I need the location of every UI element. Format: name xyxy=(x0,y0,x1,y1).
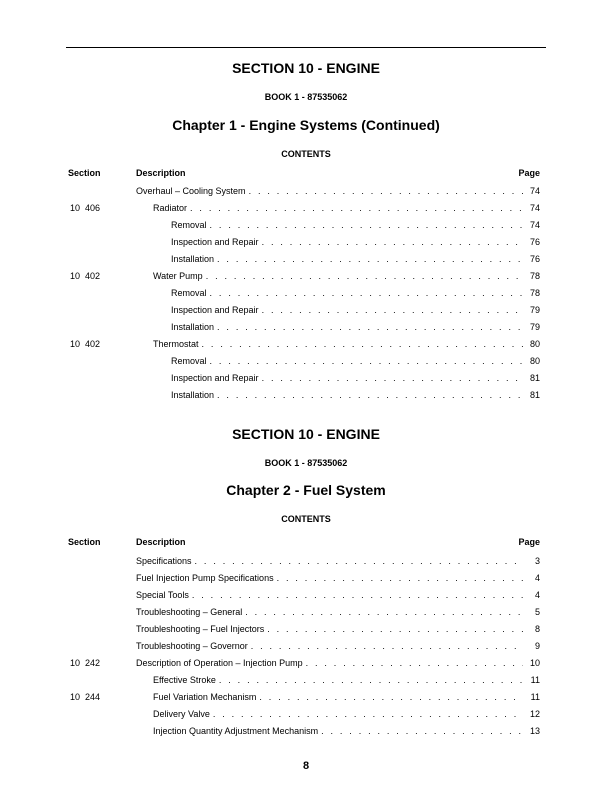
toc-row xyxy=(68,657,540,674)
toc-entry xyxy=(153,338,540,350)
book-number: BOOK 1 - 87535062 xyxy=(264,92,348,102)
top-rule xyxy=(66,47,546,48)
dot-leader xyxy=(249,185,523,197)
toc-entry-title: Fuel Injection Pump Specifications xyxy=(136,573,274,583)
toc-entry-page: 3 xyxy=(534,556,540,566)
toc-entry xyxy=(136,185,540,197)
dot-leader xyxy=(213,708,523,720)
toc-row xyxy=(68,606,540,623)
header-page: Page xyxy=(518,168,540,178)
toc-entry xyxy=(171,355,540,367)
toc-entry-page: 74 xyxy=(529,203,540,213)
toc-entry-page: 11 xyxy=(530,675,540,685)
toc-entry-title: Radiator xyxy=(153,203,188,213)
toc-entry xyxy=(171,304,540,316)
header-description: Description xyxy=(136,537,186,547)
header-section: Section xyxy=(68,537,101,547)
toc-row xyxy=(68,321,540,338)
toc-entry-page: 74 xyxy=(529,186,540,196)
toc-entry-title: Inspection and Repair xyxy=(171,237,259,247)
toc-row xyxy=(68,674,540,691)
toc-entry xyxy=(153,725,540,737)
toc-entry-title: Thermostat xyxy=(153,339,199,349)
toc-row xyxy=(68,287,540,304)
toc-entry xyxy=(153,202,540,214)
toc-entry-page: 8 xyxy=(534,624,540,634)
toc-entry-title: Installation xyxy=(171,390,215,400)
dot-leader xyxy=(321,725,523,737)
toc-section-code: 10 406 xyxy=(70,203,101,213)
section-title: SECTION 10 - ENGINE xyxy=(232,426,380,442)
toc-entry-page: 80 xyxy=(529,356,540,366)
toc-row xyxy=(68,572,540,589)
toc-entry-page: 79 xyxy=(529,322,540,332)
toc-row xyxy=(68,236,540,253)
toc-entry-title: Description of Operation – Injection Pump xyxy=(136,658,303,668)
toc-entry-page: 79 xyxy=(529,305,540,315)
dot-leader xyxy=(190,202,523,214)
toc-row xyxy=(68,219,540,236)
toc-entry xyxy=(171,372,540,384)
toc-list-chapter-1 xyxy=(68,185,540,406)
chapter-title: Chapter 1 - Engine Systems (Continued) xyxy=(172,117,440,133)
toc-entry-title: Specifications xyxy=(136,556,192,566)
toc-entry xyxy=(136,640,540,652)
toc-entry xyxy=(171,287,540,299)
toc-entry-title: Overhaul – Cooling System xyxy=(136,186,246,196)
dot-leader xyxy=(210,287,523,299)
toc-entry-page: 10 xyxy=(529,658,540,668)
dot-leader xyxy=(259,691,523,703)
toc-row xyxy=(68,355,540,372)
toc-row xyxy=(68,589,540,606)
toc-header xyxy=(68,537,540,549)
toc-entry-title: Special Tools xyxy=(136,590,189,600)
toc-entry-page: 11 xyxy=(530,692,540,702)
dot-leader xyxy=(217,321,523,333)
header-section: Section xyxy=(68,168,101,178)
toc-entry-title: Effective Stroke xyxy=(153,675,216,685)
toc-entry-title: Troubleshooting – Fuel Injectors xyxy=(136,624,265,634)
toc-section-code: 10 244 xyxy=(70,692,101,702)
contents-heading: CONTENTS xyxy=(281,514,331,524)
toc-entry xyxy=(153,674,540,686)
dot-leader xyxy=(262,372,523,384)
toc-row xyxy=(68,202,540,219)
toc-entry-title: Inspection and Repair xyxy=(171,305,259,315)
toc-entry-page: 4 xyxy=(534,590,540,600)
toc-section-code: 10 402 xyxy=(70,271,101,281)
toc-entry-title: Installation xyxy=(171,322,215,332)
toc-entry-title: Fuel Variation Mechanism xyxy=(153,692,257,702)
dot-leader xyxy=(251,640,523,652)
dot-leader xyxy=(277,572,523,584)
toc-entry xyxy=(153,691,540,703)
toc-section-code: 10 242 xyxy=(70,658,101,668)
chapter-title: Chapter 2 - Fuel System xyxy=(226,482,386,498)
dot-leader xyxy=(195,555,523,567)
toc-entry xyxy=(136,589,540,601)
dot-leader xyxy=(210,355,523,367)
toc-entry-title: Removal xyxy=(171,356,207,366)
toc-entry-page: 76 xyxy=(529,237,540,247)
toc-entry-page: 80 xyxy=(529,339,540,349)
dot-leader xyxy=(219,674,523,686)
header-page: Page xyxy=(518,537,540,547)
toc-entry-title: Inspection and Repair xyxy=(171,373,259,383)
toc-entry-title: Troubleshooting – General xyxy=(136,607,243,617)
toc-entry xyxy=(136,555,540,567)
dot-leader xyxy=(192,589,523,601)
dot-leader xyxy=(217,389,523,401)
toc-entry-title: Removal xyxy=(171,220,207,230)
toc-entry-title: Troubleshooting – Governor xyxy=(136,641,248,651)
toc-row xyxy=(68,253,540,270)
toc-row xyxy=(68,725,540,742)
toc-row xyxy=(68,338,540,355)
contents-heading: CONTENTS xyxy=(281,149,331,159)
dot-leader xyxy=(206,270,523,282)
toc-row xyxy=(68,623,540,640)
toc-entry xyxy=(153,708,540,720)
toc-entry-page: 78 xyxy=(529,288,540,298)
toc-list-chapter-2 xyxy=(68,555,540,742)
toc-entry-title: Injection Quantity Adjustment Mechanism xyxy=(153,726,319,736)
page-number: 8 xyxy=(302,760,310,772)
dot-leader xyxy=(262,304,523,316)
toc-entry-title: Removal xyxy=(171,288,207,298)
toc-entry-page: 5 xyxy=(534,607,540,617)
dot-leader xyxy=(306,657,523,669)
toc-entry xyxy=(136,606,540,618)
toc-entry-page: 4 xyxy=(534,573,540,583)
toc-entry xyxy=(136,572,540,584)
toc-entry-title: Installation xyxy=(171,254,215,264)
toc-row xyxy=(68,270,540,287)
toc-section-code: 10 402 xyxy=(70,339,101,349)
toc-row xyxy=(68,185,540,202)
toc-row xyxy=(68,691,540,708)
dot-leader xyxy=(210,219,523,231)
header-description: Description xyxy=(136,168,186,178)
toc-entry xyxy=(136,657,540,669)
book-number: BOOK 1 - 87535062 xyxy=(264,458,348,468)
toc-entry-title: Delivery Valve xyxy=(153,709,210,719)
dot-leader xyxy=(267,623,523,635)
toc-entry xyxy=(136,623,540,635)
section-title: SECTION 10 - ENGINE xyxy=(232,60,380,76)
dot-leader xyxy=(217,253,523,265)
toc-entry-page: 12 xyxy=(529,709,540,719)
toc-entry-page: 81 xyxy=(529,373,540,383)
toc-entry-page: 76 xyxy=(529,254,540,264)
toc-header xyxy=(68,168,540,180)
toc-row xyxy=(68,304,540,321)
toc-entry xyxy=(171,236,540,248)
dot-leader xyxy=(262,236,523,248)
toc-entry-page: 74 xyxy=(529,220,540,230)
toc-entry xyxy=(171,219,540,231)
toc-row xyxy=(68,640,540,657)
toc-row xyxy=(68,555,540,572)
toc-entry xyxy=(153,270,540,282)
toc-entry-page: 13 xyxy=(529,726,540,736)
toc-entry-page: 78 xyxy=(529,271,540,281)
toc-entry xyxy=(171,321,540,333)
dot-leader xyxy=(202,338,523,350)
toc-entry-title: Water Pump xyxy=(153,271,203,281)
toc-entry xyxy=(171,253,540,265)
toc-entry-page: 81 xyxy=(529,390,540,400)
toc-row xyxy=(68,389,540,406)
toc-row xyxy=(68,708,540,725)
toc-entry-page: 9 xyxy=(534,641,540,651)
toc-entry xyxy=(171,389,540,401)
toc-row xyxy=(68,372,540,389)
dot-leader xyxy=(245,606,523,618)
